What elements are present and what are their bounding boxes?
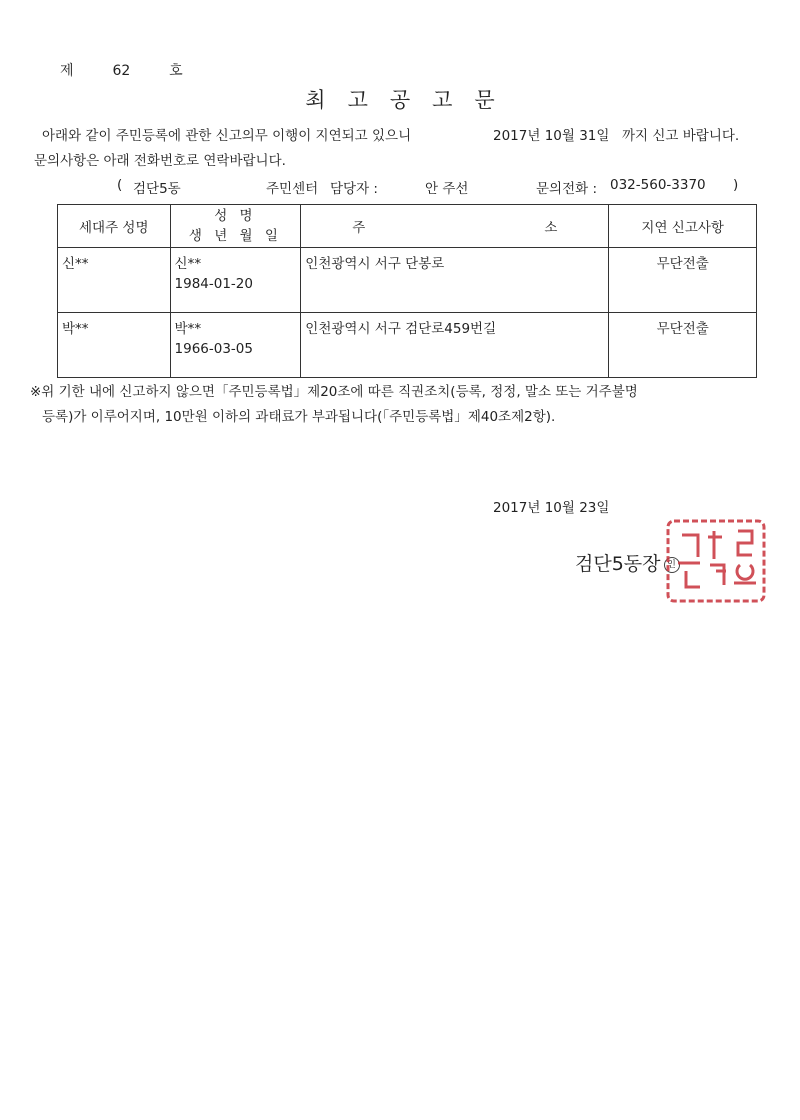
cell-birth: 1984-01-20 [174, 276, 253, 292]
header-item: 지연 신고사항 [609, 205, 757, 248]
header-address [301, 205, 609, 248]
contact-manager-label: 담당자 : [330, 181, 378, 197]
cell-birth: 1966-03-05 [174, 341, 253, 357]
delinquent-table [57, 204, 757, 378]
issue-date: 2017년 10월 23일 [493, 500, 610, 516]
header-name-birth [170, 205, 301, 248]
page-title: 최고공고문 [305, 88, 517, 112]
cell-name: 박** [174, 321, 202, 337]
contact-center: 주민센터 [266, 181, 319, 197]
intro-line2: 문의사항은 아래 전화번호로 연락바랍니다. [34, 153, 286, 169]
header-householder: 세대주 성명 [58, 205, 171, 248]
cell-item: 무단전출 [609, 313, 757, 378]
cell-name-birth [170, 313, 301, 378]
cell-address: 인천광역시 서구 검단로459번길 [301, 313, 609, 378]
contact-open-paren: ( [117, 177, 123, 193]
doc-number-prefix: 제 [60, 63, 74, 79]
contact-phone: 032-560-3370 [610, 177, 706, 193]
intro-deadline: 2017년 10월 31일 [493, 128, 610, 144]
doc-number-value: 62 [112, 63, 131, 79]
contact-office: 검단5동 [133, 181, 181, 197]
cell-householder: 신** [58, 248, 171, 313]
intro-line1-start: 아래와 같이 주민등록에 관한 신고의무 이행이 지연되고 있으니 [42, 128, 412, 144]
contact-manager-name: 안 주선 [425, 181, 469, 197]
cell-item: 무단전출 [609, 248, 757, 313]
table-row [58, 313, 757, 378]
cell-name: 신** [174, 256, 202, 272]
header-address-b: 소 [544, 220, 558, 236]
document-number [60, 60, 183, 80]
table-header-row [58, 205, 757, 248]
notice-line2: 등록)가 이루어지며, 10만원 이하의 과태료가 부과됩니다(「주민등록법」제40조제2항). [42, 409, 556, 425]
cell-address: 인천광역시 서구 단봉로 [301, 248, 609, 313]
table-row [58, 248, 757, 313]
cell-name-birth [170, 248, 301, 313]
signer-name: 검단5동장 [575, 553, 661, 575]
official-seal-image [664, 517, 768, 605]
contact-close-paren: ) [733, 177, 739, 193]
doc-number-suffix: 호 [169, 63, 183, 79]
intro-line1-end: 까지 신고 바랍니다. [622, 128, 740, 144]
cell-householder: 박** [58, 313, 171, 378]
header-address-a: 주 [352, 220, 366, 236]
seal-mark: 인 [664, 557, 680, 573]
header-name: 성 명 [214, 208, 257, 224]
notice-line1: ※위 기한 내에 신고하지 않으면「주민등록법」제20조에 따른 직권조치(등록, 정정, 말소 또는 거주불명 [30, 384, 638, 400]
contact-phone-label: 문의전화 : [536, 181, 598, 197]
header-birth: 생 년 월 일 [188, 228, 282, 244]
